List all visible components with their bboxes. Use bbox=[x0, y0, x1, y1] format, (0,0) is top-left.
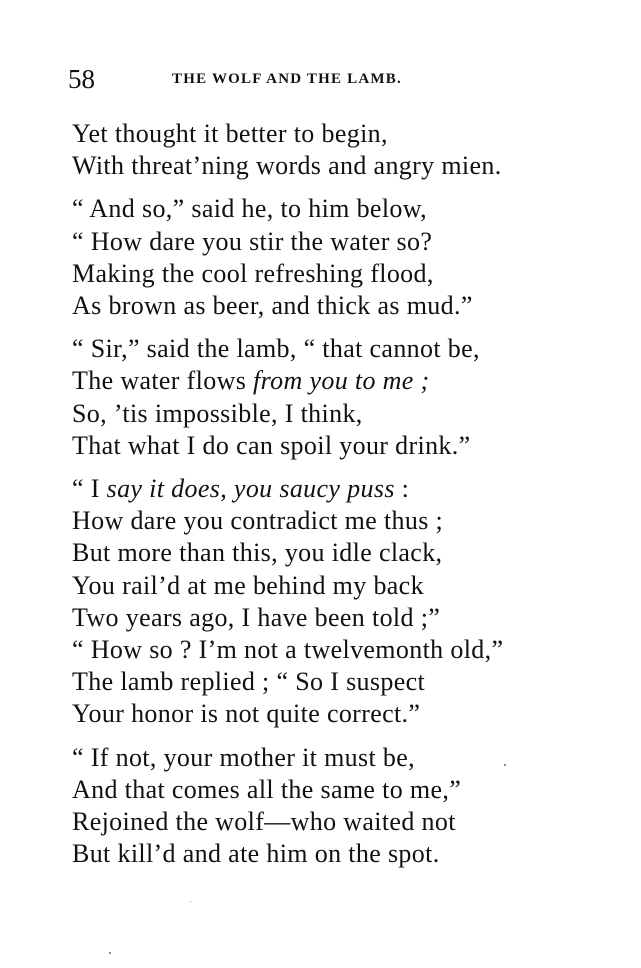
poem-line-italic: say it does, you saucy puss bbox=[106, 474, 395, 504]
poem-line: And that comes all the same to me,” bbox=[72, 774, 462, 804]
poem-line-roman: The water flows bbox=[72, 366, 254, 396]
poem-line: “ And so,” said he, to him below, bbox=[72, 194, 428, 224]
page-number: 58 bbox=[68, 64, 95, 94]
poem-line: Rejoined the wolf—who waited not bbox=[72, 807, 456, 837]
stanza-2 bbox=[72, 193, 632, 322]
poem-line: But kill’d and ate him on the spot. bbox=[72, 839, 440, 869]
poem-line-roman: : bbox=[394, 474, 410, 504]
stanza-4 bbox=[72, 473, 632, 731]
poem-line: Making the cool refreshing flood, bbox=[72, 258, 434, 288]
poem-line: So, ’tis impossible, I think, bbox=[72, 398, 363, 428]
poem-line: How dare you contradict me thus ; bbox=[72, 506, 444, 536]
poem-line: That what I do can spoil your drink.” bbox=[72, 430, 471, 460]
poem-line: “ How dare you stir the water so? bbox=[72, 226, 433, 256]
poem-line: But more than this, you idle clack, bbox=[72, 538, 443, 568]
page-header bbox=[68, 62, 588, 96]
poem-line: You rail’d at me behind my back bbox=[72, 570, 424, 600]
print-speck bbox=[504, 764, 506, 766]
print-speck bbox=[190, 901, 191, 902]
poem-line: With threat’ning words and angry mien. bbox=[72, 151, 502, 181]
stanza-1 bbox=[72, 118, 632, 182]
stanza-5 bbox=[72, 742, 632, 871]
poem-line: “ How so ? I’m not a twelvemonth old,” bbox=[72, 635, 504, 665]
poem-line bbox=[72, 365, 632, 397]
poem-line: The lamb replied ; “ So I suspect bbox=[72, 667, 426, 697]
stanza-3 bbox=[72, 333, 632, 462]
poem-line-roman: “ I bbox=[72, 474, 107, 504]
poem-line-italic: from you to me ; bbox=[253, 366, 430, 396]
poem-line bbox=[72, 473, 632, 505]
running-head: THE WOLF AND THE LAMB. bbox=[172, 71, 402, 87]
poem-line: Two years ago, I have been told ;” bbox=[72, 602, 441, 632]
poem-text bbox=[72, 118, 632, 881]
poem-line: Your honor is not quite correct.” bbox=[72, 699, 421, 729]
poem-line: As brown as beer, and thick as mud.” bbox=[72, 291, 473, 321]
poem-line: “ If not, your mother it must be, bbox=[72, 742, 415, 772]
poem-line: Yet thought it better to begin, bbox=[72, 119, 388, 148]
print-speck bbox=[109, 952, 111, 954]
poem-line: “ Sir,” said the lamb, “ that cannot be, bbox=[72, 334, 480, 364]
